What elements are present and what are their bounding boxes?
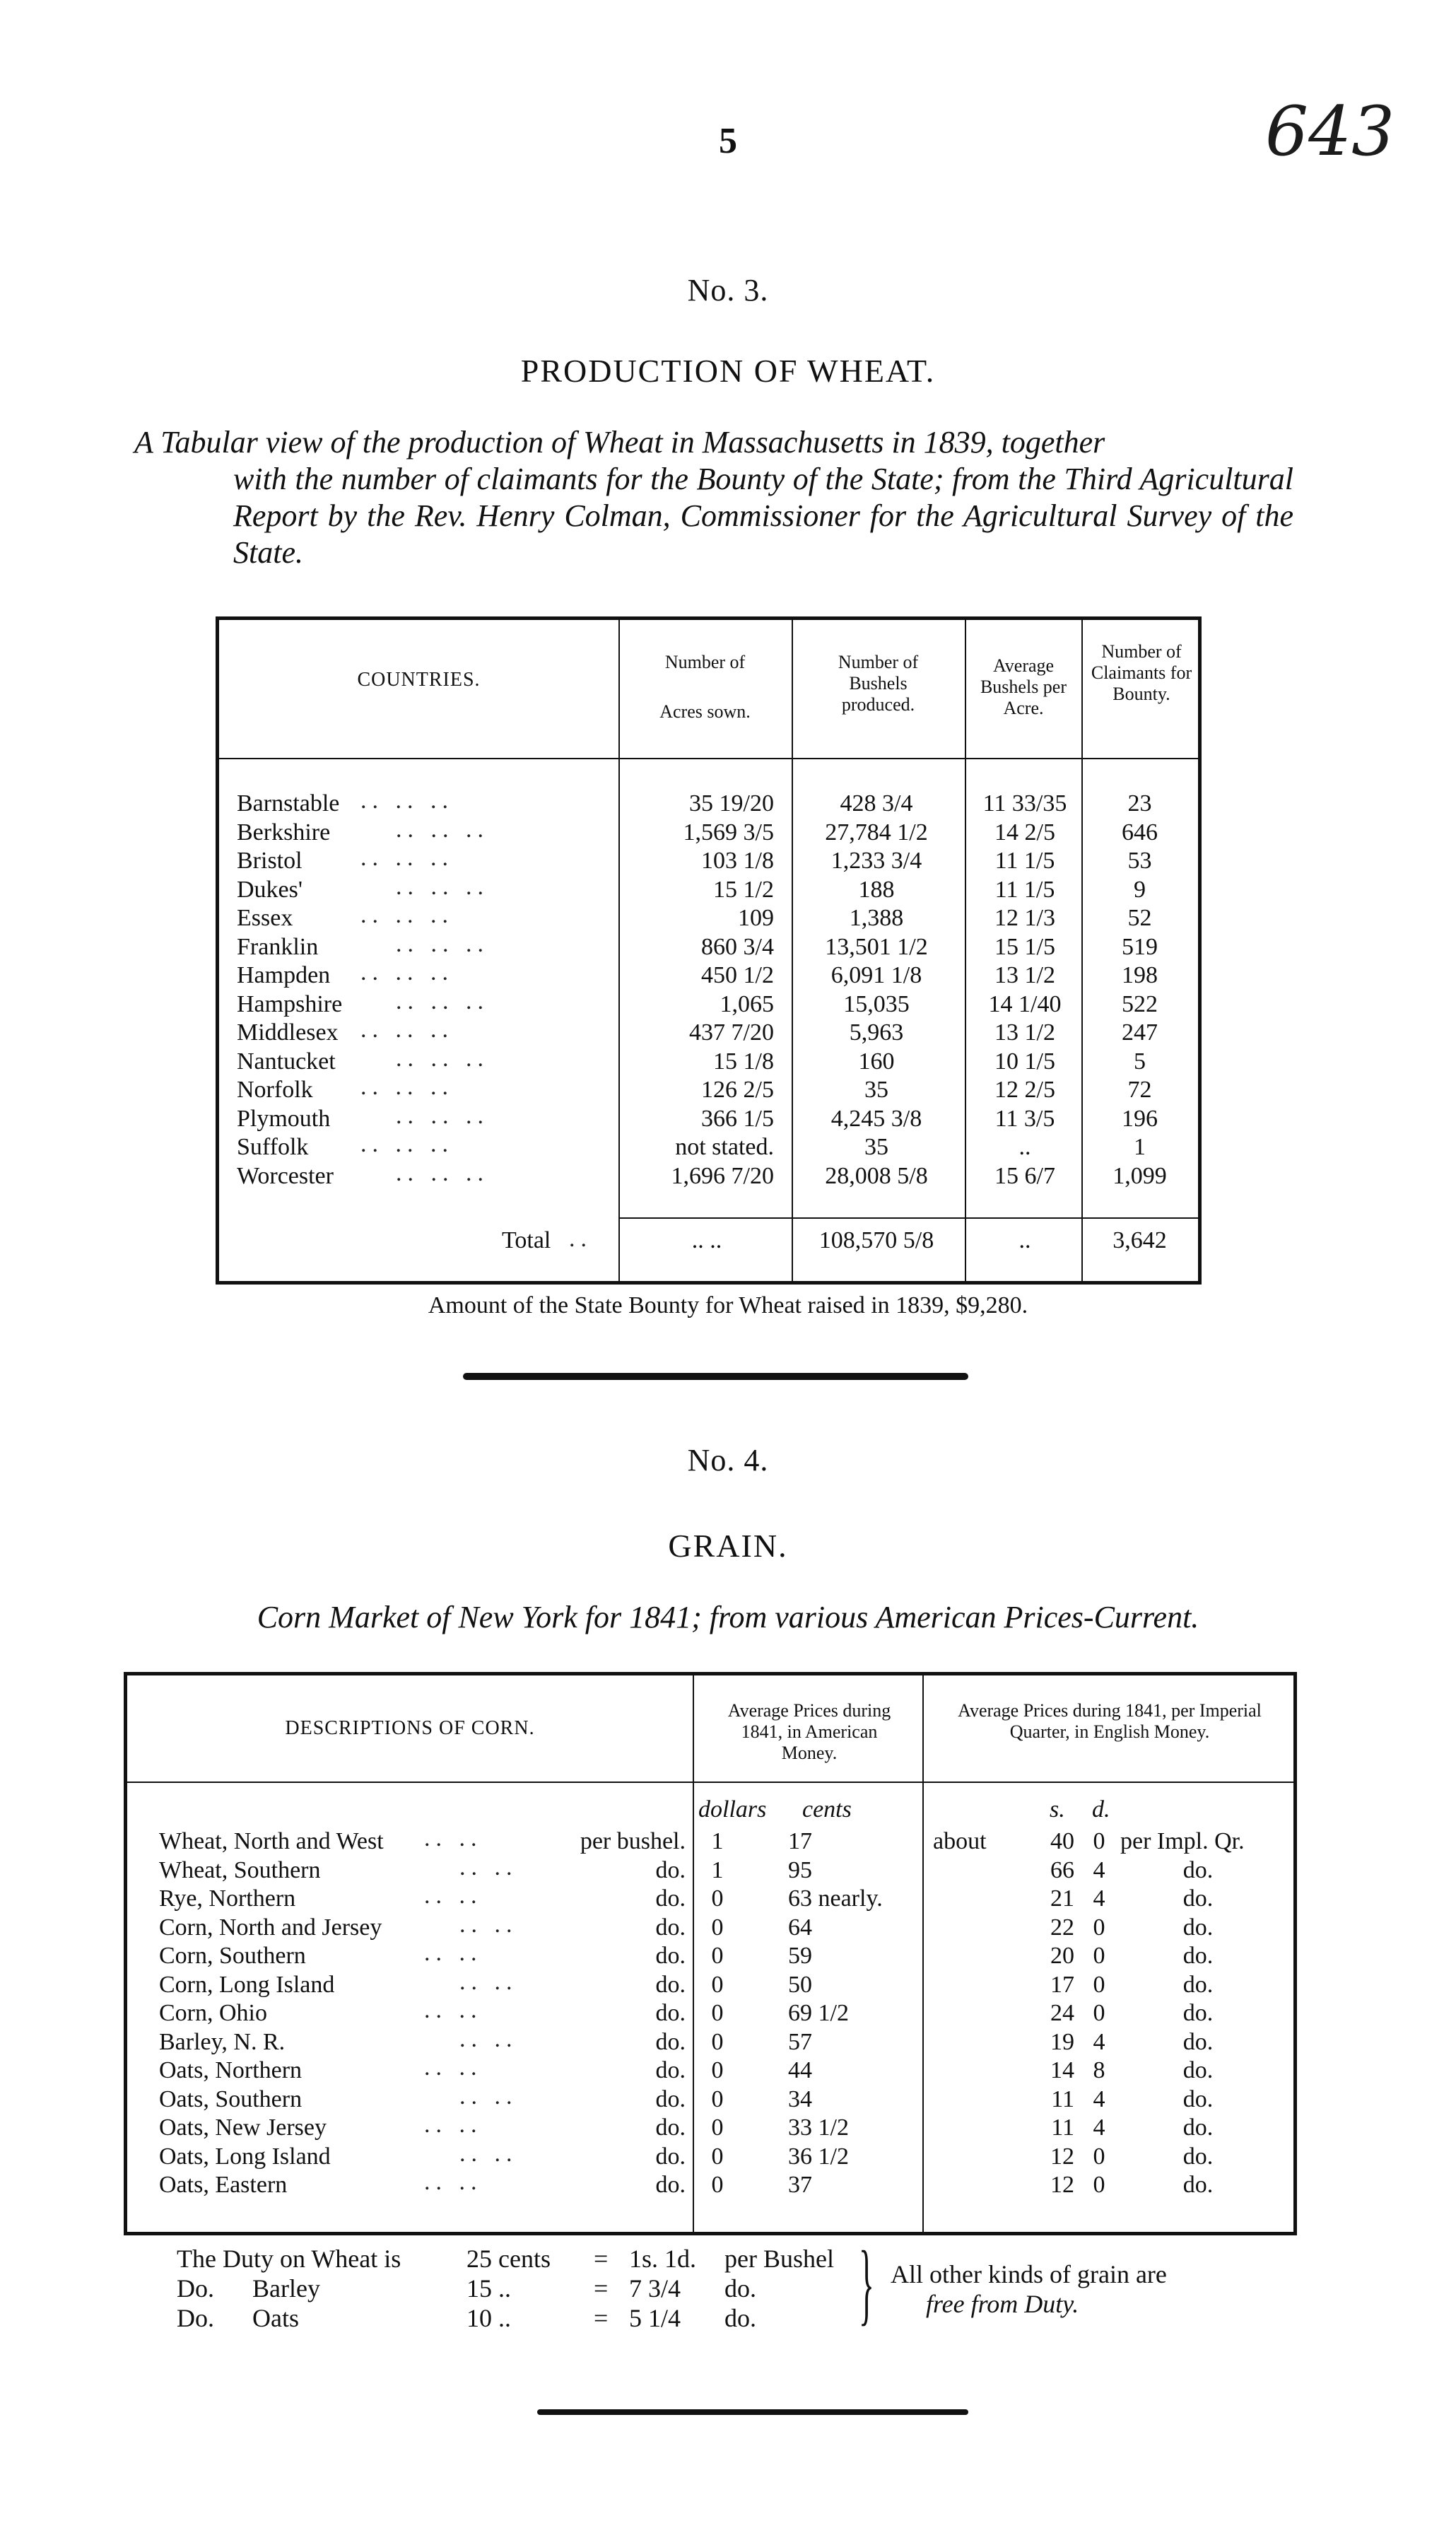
grain-row-cents: 33 1/2	[788, 2114, 849, 2141]
wheat-row-bushels: 4,245 3/8	[830, 1106, 922, 1132]
wheat-row-county: Essex	[237, 905, 293, 931]
grain-row-pence: 4	[1093, 2086, 1105, 2112]
duty-line-b: 25 cents	[466, 2245, 551, 2273]
grain-row-pence: 0	[1093, 1828, 1105, 1854]
wheat-row-avg: ..	[1018, 1134, 1031, 1160]
grain-row-unit: do.	[655, 2172, 686, 2198]
wheat-total-label: Total	[502, 1227, 551, 1253]
grain-row-cents: 59	[788, 1943, 812, 1969]
wheat-col-divider	[1081, 620, 1083, 1281]
grain-row-shillings: 21	[1050, 1885, 1074, 1912]
grain-row-unit: do.	[655, 2143, 686, 2170]
wheat-row-claimants: 1	[1134, 1134, 1146, 1160]
grain-row-unit: do.	[655, 2057, 686, 2083]
grain-subheader-d: d.	[1092, 1796, 1110, 1823]
grain-header-rule	[127, 1782, 1293, 1783]
wheat-row-bushels: 160	[858, 1048, 895, 1075]
grain-row-cents: 17	[788, 1828, 812, 1854]
grain-row-dollars: 0	[711, 1885, 724, 1912]
wheat-header-rule	[219, 758, 1198, 759]
grain-row-qualifier: do.	[1182, 1943, 1214, 1969]
grain-row-dollars: 0	[711, 1943, 724, 1969]
wheat-row-avg: 13 1/2	[994, 1019, 1055, 1046]
grain-row-cents: 64	[788, 1914, 812, 1941]
grain-header-desc: DESCRIPTIONS OF CORN.	[285, 1717, 535, 1739]
grain-row-unit: do.	[655, 2114, 686, 2141]
grain-header-american: Average Prices during 1841, in American Money.	[727, 1700, 891, 1763]
wheat-row-county: Barnstable	[237, 790, 340, 817]
grain-row-pence: 4	[1093, 1885, 1105, 1912]
page-number: 5	[719, 121, 737, 161]
grain-row-cents: 95	[788, 1857, 812, 1883]
grain-row-unit: do.	[655, 2029, 686, 2055]
grain-row-dollars: 0	[711, 2114, 724, 2141]
wheat-row-bushels: 1,233 3/4	[830, 848, 922, 874]
leader-dots: .. .. ..	[360, 902, 454, 928]
grain-table	[124, 1672, 1297, 2235]
wheat-row-avg: 15 1/5	[994, 934, 1055, 960]
duty-line-b: 15 ..	[466, 2274, 511, 2303]
grain-row-dollars: 1	[711, 1857, 724, 1883]
grain-row-cents: 50	[788, 1972, 812, 1998]
grain-row-cents: 57	[788, 2029, 812, 2055]
wheat-row-acres: 450 1/2	[701, 962, 774, 988]
bounty-note: Amount of the State Bounty for Wheat raised in 1839, $9,280.	[428, 1292, 1028, 1318]
grain-row-cents: 37	[788, 2172, 812, 2198]
wheat-row-acres: 437 7/20	[689, 1019, 774, 1046]
grain-row-pence: 4	[1093, 2029, 1105, 2055]
duty-line-a: The Duty on Wheat is	[177, 2245, 401, 2273]
grain-row-qualifier: do.	[1182, 1885, 1214, 1912]
grain-row-cents: 34	[788, 2086, 812, 2112]
wheat-row-acres: 126 2/5	[701, 1077, 774, 1103]
grain-row-qualifier: do.	[1182, 2114, 1214, 2141]
leader-dots: .. .. ..	[396, 1160, 489, 1186]
wheat-total-acres: .. ..	[691, 1227, 722, 1253]
wheat-row-claimants: 53	[1127, 848, 1152, 874]
grain-row-unit: do.	[655, 1857, 686, 1883]
grain-row-pence: 0	[1093, 1943, 1105, 1969]
leader-dots: .. ..	[424, 1825, 483, 1852]
leader-dots: .. ..	[459, 1969, 518, 1995]
grain-row-pence: 0	[1093, 2000, 1105, 2026]
wheat-row-claimants: 5	[1134, 1048, 1146, 1075]
grain-row-desc: Wheat, Southern	[159, 1857, 321, 1883]
wheat-row-claimants: 198	[1122, 962, 1158, 988]
grain-row-desc: Corn, Southern	[159, 1943, 306, 1969]
wheat-row-county: Norfolk	[237, 1077, 313, 1103]
grain-row-shillings: 11	[1051, 2086, 1074, 2112]
duty-note-line2: free from Duty.	[926, 2290, 1079, 2318]
leader-dots: .. ..	[424, 2169, 483, 2195]
grain-row-shillings: 66	[1050, 1857, 1074, 1883]
section3-caption-first: A Tabular view of the production of Wheat in Massachusetts in 1839, together	[134, 425, 1105, 460]
section3-caption-rest: with the number of claimants for the Bounty of the State; from the Third Agricultural Report by the Rev. Henry Colman, Commissioner for the Agricultural Survey of the State.	[233, 462, 1293, 570]
section4-title: GRAIN.	[668, 1528, 788, 1564]
wheat-row-avg: 11 1/5	[994, 877, 1055, 903]
grain-row-desc: Oats, New Jersey	[159, 2114, 327, 2141]
wheat-row-acres: not stated.	[675, 1134, 774, 1160]
grain-row-unit: per bushel.	[580, 1828, 686, 1854]
grain-row-dollars: 0	[711, 2057, 724, 2083]
grain-col-divider	[693, 1675, 694, 2232]
duty-line-d: 7 3/4	[629, 2274, 681, 2303]
wheat-row-claimants: 522	[1122, 991, 1158, 1017]
wheat-row-avg: 11 3/5	[994, 1106, 1055, 1132]
wheat-row-bushels: 27,784 1/2	[825, 819, 928, 846]
wheat-row-county: Berkshire	[237, 819, 331, 846]
wheat-row-bushels: 6,091 1/8	[830, 962, 922, 988]
grain-subheader-s: s.	[1050, 1796, 1065, 1823]
duty-line-e: per Bushel	[724, 2245, 834, 2273]
duty-line-d: 1s. 1d.	[629, 2245, 697, 2273]
grain-row-desc: Corn, Long Island	[159, 1972, 335, 1998]
wheat-total-claimants: 3,642	[1112, 1227, 1167, 1253]
handwritten-folio: 643	[1265, 92, 1395, 171]
grain-row-qualifier: do.	[1182, 1914, 1214, 1941]
grain-row-desc: Corn, North and Jersey	[159, 1914, 382, 1941]
wheat-row-avg: 15 6/7	[994, 1163, 1055, 1189]
wheat-total-avg: ..	[1018, 1227, 1031, 1253]
grain-row-qualifier: do.	[1182, 2029, 1214, 2055]
grain-row-pence: 0	[1093, 1914, 1105, 1941]
grain-row-pence: 0	[1093, 2143, 1105, 2170]
grain-row-desc: Oats, Long Island	[159, 2143, 331, 2170]
wheat-row-bushels: 5,963	[849, 1019, 904, 1046]
wheat-row-acres: 35 19/20	[689, 790, 774, 817]
grain-col-divider	[922, 1675, 924, 2232]
wheat-row-county: Middlesex	[237, 1019, 339, 1046]
grain-row-shillings: 22	[1050, 1914, 1074, 1941]
leader-dots: .. ..	[459, 1912, 518, 1938]
leader-dots: .. ..	[459, 2141, 518, 2167]
duty-line-e: do.	[724, 2304, 756, 2332]
wheat-row-acres: 15 1/8	[713, 1048, 774, 1075]
wheat-row-county: Nantucket	[237, 1048, 336, 1075]
section4-number: No. 4.	[687, 1443, 769, 1478]
grain-row-cents: 69 1/2	[788, 2000, 849, 2026]
wheat-row-acres: 1,696 7/20	[671, 1163, 774, 1189]
grain-row-shillings: 20	[1050, 1943, 1074, 1969]
grain-row-unit: do.	[655, 1972, 686, 1998]
leader-dots: .. .. ..	[396, 817, 489, 843]
duty-line-c: =	[594, 2304, 609, 2332]
grain-row-unit: do.	[655, 2000, 686, 2026]
wheat-row-county: Hampden	[237, 962, 331, 988]
leader-dots: .. ..	[424, 2054, 483, 2081]
wheat-row-claimants: 196	[1122, 1106, 1158, 1132]
leader-dots: .. .. ..	[360, 1074, 454, 1100]
leader-dots: .. .. ..	[360, 1131, 454, 1157]
grain-row-dollars: 0	[711, 2000, 724, 2026]
wheat-row-acres: 103 1/8	[701, 848, 774, 874]
wheat-col-divider	[965, 620, 966, 1281]
grain-row-about: about	[933, 1828, 987, 1854]
grain-row-shillings: 17	[1050, 1972, 1074, 1998]
duty-brace: }	[859, 2233, 874, 2334]
grain-row-dollars: 0	[711, 1972, 724, 1998]
grain-row-desc: Wheat, North and West	[159, 1828, 384, 1854]
wheat-row-bushels: 428 3/4	[840, 790, 913, 817]
grain-row-dollars: 0	[711, 2172, 724, 2198]
grain-row-qualifier: do.	[1182, 2086, 1214, 2112]
grain-row-shillings: 12	[1050, 2143, 1074, 2170]
grain-row-unit: do.	[655, 1914, 686, 1941]
leader-dots: .. .. ..	[396, 931, 489, 957]
grain-row-shillings: 24	[1050, 2000, 1074, 2026]
wheat-row-avg: 14 1/40	[988, 991, 1062, 1017]
wheat-row-avg: 14 2/5	[994, 819, 1055, 846]
wheat-row-avg: 12 2/5	[994, 1077, 1055, 1103]
wheat-row-bushels: 188	[858, 877, 895, 903]
section4-subtitle: Corn Market of New York for 1841; from various American Prices-Current.	[257, 1600, 1199, 1634]
duty-line-c: =	[594, 2245, 609, 2273]
wheat-total-dots: ..	[569, 1226, 592, 1252]
wheat-row-claimants: 519	[1122, 934, 1158, 960]
wheat-row-claimants: 247	[1122, 1019, 1158, 1046]
duty-line-a: Do. Barley	[177, 2274, 320, 2303]
grain-row-desc: Oats, Southern	[159, 2086, 303, 2112]
leader-dots: .. .. ..	[396, 874, 489, 900]
wheat-row-bushels: 1,388	[849, 905, 904, 931]
grain-header-english: Average Prices during 1841, per Imperial Quarter, in English Money.	[958, 1700, 1262, 1742]
wheat-row-acres: 860 3/4	[701, 934, 774, 960]
grain-row-dollars: 0	[711, 2086, 724, 2112]
duty-line-d: 5 1/4	[629, 2304, 681, 2332]
wheat-total-rule	[618, 1217, 1198, 1219]
grain-row-desc: Corn, Ohio	[159, 2000, 267, 2026]
duty-line-c: =	[594, 2274, 609, 2303]
leader-dots: .. .. ..	[360, 788, 454, 814]
wheat-row-county: Suffolk	[237, 1134, 309, 1160]
wheat-row-avg: 11 33/35	[982, 790, 1067, 817]
wheat-header-acres-bottom: Acres sown.	[659, 701, 751, 722]
wheat-row-bushels: 13,501 1/2	[825, 934, 928, 960]
wheat-row-county: Franklin	[237, 934, 319, 960]
wheat-row-claimants: 52	[1127, 905, 1152, 931]
grain-row-pence: 4	[1093, 1857, 1105, 1883]
grain-row-desc: Rye, Northern	[159, 1885, 296, 1912]
grain-row-shillings: 19	[1050, 2029, 1074, 2055]
wheat-header-county: COUNTRIES.	[357, 669, 481, 691]
bottom-divider	[537, 2409, 968, 2415]
grain-row-qualifier: do.	[1182, 1857, 1214, 1883]
grain-row-cents: 44	[788, 2057, 812, 2083]
wheat-row-claimants: 72	[1127, 1077, 1152, 1103]
wheat-header-bushels: Number of Bushels produced.	[838, 652, 919, 715]
duty-line-a: Do. Oats	[177, 2304, 299, 2332]
wheat-row-county: Worcester	[237, 1163, 334, 1189]
grain-row-cents: 36 1/2	[788, 2143, 849, 2170]
grain-row-qualifier: per Impl. Qr.	[1120, 1828, 1245, 1854]
wheat-row-acres: 15 1/2	[713, 877, 774, 903]
grain-row-shillings: 12	[1050, 2172, 1074, 2198]
wheat-row-claimants: 23	[1127, 790, 1152, 817]
leader-dots: .. .. ..	[396, 988, 489, 1014]
wheat-row-avg: 12 1/3	[994, 905, 1055, 931]
grain-row-dollars: 0	[711, 2029, 724, 2055]
grain-row-unit: do.	[655, 1885, 686, 1912]
grain-row-qualifier: do.	[1182, 2172, 1214, 2198]
section-divider	[463, 1373, 968, 1380]
wheat-row-county: Dukes'	[237, 877, 303, 903]
grain-row-qualifier: do.	[1182, 2000, 1214, 2026]
duty-note-line1: All other kinds of grain are	[891, 2260, 1167, 2288]
grain-row-qualifier: do.	[1182, 2057, 1214, 2083]
grain-row-pence: 8	[1093, 2057, 1105, 2083]
grain-row-dollars: 0	[711, 1914, 724, 1941]
wheat-row-bushels: 35	[864, 1077, 888, 1103]
wheat-row-avg: 10 1/5	[994, 1048, 1055, 1075]
wheat-row-acres: 1,065	[720, 991, 774, 1017]
leader-dots: .. ..	[424, 1997, 483, 2023]
grain-row-cents: 63 nearly.	[788, 1885, 883, 1912]
leader-dots: .. ..	[459, 2083, 518, 2110]
grain-subheader-dollars: dollars	[698, 1796, 767, 1823]
wheat-table	[216, 616, 1202, 1285]
wheat-header-claimants: Number of Claimants for Bounty.	[1091, 641, 1192, 704]
section3-title: PRODUCTION OF WHEAT.	[520, 353, 936, 389]
grain-row-qualifier: do.	[1182, 1972, 1214, 1998]
wheat-row-bushels: 28,008 5/8	[825, 1163, 928, 1189]
wheat-row-acres: 109	[738, 905, 774, 931]
grain-row-unit: do.	[655, 2086, 686, 2112]
duty-block	[177, 2233, 1308, 2344]
wheat-row-acres: 366 1/5	[701, 1106, 774, 1132]
wheat-row-acres: 1,569 3/5	[683, 819, 774, 846]
grain-row-shillings: 11	[1051, 2114, 1074, 2141]
grain-row-pence: 0	[1093, 1972, 1105, 1998]
section3-caption	[134, 424, 1293, 571]
grain-row-shillings: 14	[1050, 2057, 1074, 2083]
section3-number: No. 3.	[687, 273, 769, 308]
leader-dots: .. ..	[459, 1854, 518, 1880]
grain-row-unit: do.	[655, 1943, 686, 1969]
wheat-row-claimants: 1,099	[1112, 1163, 1167, 1189]
wheat-row-county: Hampshire	[237, 991, 343, 1017]
duty-line-b: 10 ..	[466, 2304, 511, 2332]
wheat-row-avg: 13 1/2	[994, 962, 1055, 988]
wheat-header-avg: Average Bushels per Acre.	[980, 655, 1067, 718]
leader-dots: .. ..	[424, 2112, 483, 2138]
grain-row-pence: 4	[1093, 2114, 1105, 2141]
grain-row-desc: Oats, Eastern	[159, 2172, 288, 2198]
grain-subheader-cents: cents	[802, 1796, 852, 1823]
wheat-header-acres-top: Number of	[664, 652, 746, 672]
leader-dots: .. .. ..	[360, 1017, 454, 1043]
leader-dots: .. ..	[459, 2026, 518, 2052]
wheat-row-county: Bristol	[237, 848, 303, 874]
leader-dots: .. .. ..	[396, 1103, 489, 1129]
wheat-row-county: Plymouth	[237, 1106, 331, 1132]
wheat-row-bushels: 35	[864, 1134, 888, 1160]
grain-row-desc: Barley, N. R.	[159, 2029, 286, 2055]
grain-row-dollars: 1	[711, 1828, 724, 1854]
grain-row-qualifier: do.	[1182, 2143, 1214, 2170]
wheat-total-bushels: 108,570 5/8	[818, 1227, 934, 1253]
leader-dots: .. .. ..	[360, 959, 454, 985]
leader-dots: .. .. ..	[396, 1046, 489, 1072]
wheat-col-divider	[792, 620, 793, 1281]
leader-dots: .. .. ..	[360, 845, 454, 871]
grain-row-desc: Oats, Northern	[159, 2057, 303, 2083]
wheat-row-claimants: 646	[1122, 819, 1158, 846]
grain-row-dollars: 0	[711, 2143, 724, 2170]
wheat-row-claimants: 9	[1134, 877, 1146, 903]
duty-line-e: do.	[724, 2274, 756, 2303]
wheat-row-avg: 11 1/5	[994, 848, 1055, 874]
leader-dots: .. ..	[424, 1940, 483, 1966]
grain-row-pence: 0	[1093, 2172, 1105, 2198]
wheat-row-bushels: 15,035	[843, 991, 910, 1017]
leader-dots: .. ..	[424, 1883, 483, 1909]
grain-row-shillings: 40	[1050, 1828, 1074, 1854]
